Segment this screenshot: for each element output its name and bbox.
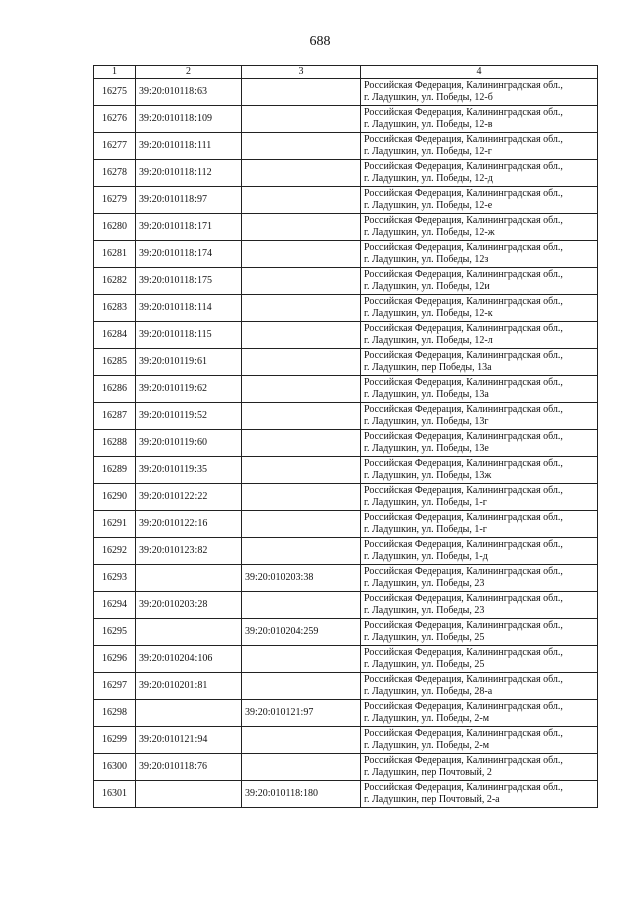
cadastral-number-col2: 39:20:010121:94: [136, 727, 242, 754]
cadastral-number-col3: 39:20:010118:180: [242, 781, 361, 808]
row-number: 16287: [94, 403, 136, 430]
address-line-1: Российская Федерация, Калининградская обл.,: [364, 647, 563, 658]
address-line-2: г. Ладушкин, ул. Победы, 12-ж: [364, 227, 495, 238]
address-line-2: г. Ладушкин, ул. Победы, 12и: [364, 281, 490, 292]
cadastral-number-col3: [242, 646, 361, 673]
table-row: [94, 727, 598, 754]
table-row: [94, 133, 598, 160]
address-line-1: Российская Федерация, Калининградская обл.,: [364, 134, 563, 145]
table-row: [94, 241, 598, 268]
address-cell: [361, 79, 598, 106]
cadastral-number-col2: [136, 565, 242, 592]
row-number: 16279: [94, 187, 136, 214]
cadastral-number-col2: 39:20:010118:175: [136, 268, 242, 295]
row-number: 16300: [94, 754, 136, 781]
address-line-1: Российская Федерация, Калининградская обл.,: [364, 296, 563, 307]
address-cell: [361, 160, 598, 187]
address-line-1: Российская Федерация, Калининградская обл.,: [364, 620, 563, 631]
address-line-1: Российская Федерация, Калининградская обл.,: [364, 539, 563, 550]
row-number: 16275: [94, 79, 136, 106]
cadastral-number-col2: 39:20:010119:61: [136, 349, 242, 376]
table-row: [94, 349, 598, 376]
cadastral-number-col3: [242, 268, 361, 295]
address-line-1: Российская Федерация, Калининградская обл.,: [364, 431, 563, 442]
row-number: 16293: [94, 565, 136, 592]
cadastral-number-col3: [242, 403, 361, 430]
address-line-2: г. Ладушкин, ул. Победы, 12з: [364, 254, 489, 265]
address-cell: [361, 106, 598, 133]
address-line-1: Российская Федерация, Калининградская обл.,: [364, 377, 563, 388]
address-cell: [361, 457, 598, 484]
column-header-4: 4: [361, 66, 598, 79]
row-number: 16285: [94, 349, 136, 376]
cadastral-number-col2: 39:20:010118:63: [136, 79, 242, 106]
cadastral-number-col2: 39:20:010118:174: [136, 241, 242, 268]
address-line-1: Российская Федерация, Калининградская обл.,: [364, 728, 563, 739]
table-row: [94, 187, 598, 214]
address-cell: [361, 376, 598, 403]
cadastral-number-col3: [242, 160, 361, 187]
row-number: 16278: [94, 160, 136, 187]
address-line-2: г. Ладушкин, ул. Победы, 12-к: [364, 308, 493, 319]
address-line-2: г. Ладушкин, ул. Победы, 25: [364, 632, 485, 643]
address-cell: [361, 295, 598, 322]
table-row: [94, 700, 598, 727]
cadastral-number-col3: [242, 457, 361, 484]
cadastral-number-col2: 39:20:010119:35: [136, 457, 242, 484]
cadastral-number-col2: 39:20:010118:112: [136, 160, 242, 187]
table-row: [94, 619, 598, 646]
row-number: 16292: [94, 538, 136, 565]
cadastral-number-col3: 39:20:010204:259: [242, 619, 361, 646]
cadastral-number-col3: [242, 673, 361, 700]
cadastral-number-col2: 39:20:010122:22: [136, 484, 242, 511]
cadastral-number-col3: [242, 106, 361, 133]
registry-table: [93, 65, 598, 808]
cadastral-number-col3: [242, 727, 361, 754]
table-row: [94, 268, 598, 295]
cadastral-number-col3: [242, 430, 361, 457]
row-number: 16290: [94, 484, 136, 511]
cadastral-number-col3: [242, 484, 361, 511]
address-line-2: г. Ладушкин, ул. Победы, 13ж: [364, 470, 492, 481]
address-line-2: г. Ладушкин, ул. Победы, 13г: [364, 416, 489, 427]
table-row: [94, 403, 598, 430]
table-row: [94, 376, 598, 403]
address-cell: [361, 268, 598, 295]
table-row: [94, 214, 598, 241]
address-line-2: г. Ладушкин, ул. Победы, 13е: [364, 443, 489, 454]
address-cell: [361, 241, 598, 268]
address-cell: [361, 673, 598, 700]
cadastral-number-col2: 39:20:010118:114: [136, 295, 242, 322]
address-line-2: г. Ладушкин, ул. Победы, 2-м: [364, 740, 490, 751]
row-number: 16284: [94, 322, 136, 349]
address-line-2: г. Ладушкин, пер Почтовый, 2: [364, 767, 492, 778]
cadastral-number-col3: [242, 295, 361, 322]
table-row: [94, 646, 598, 673]
cadastral-number-col2: 39:20:010119:60: [136, 430, 242, 457]
address-line-1: Российская Федерация, Калининградская обл.,: [364, 566, 563, 577]
address-line-1: Российская Федерация, Калининградская обл.,: [364, 215, 563, 226]
cadastral-number-col3: [242, 79, 361, 106]
address-line-1: Российская Федерация, Калининградская обл.,: [364, 512, 563, 523]
address-cell: [361, 214, 598, 241]
address-line-2: г. Ладушкин, ул. Победы, 12-е: [364, 200, 493, 211]
address-line-1: Российская Федерация, Калининградская обл.,: [364, 188, 563, 199]
address-cell: [361, 646, 598, 673]
address-line-1: Российская Федерация, Калининградская обл.,: [364, 404, 563, 415]
address-line-1: Российская Федерация, Калининградская обл.,: [364, 269, 563, 280]
table-row: [94, 592, 598, 619]
table-row: [94, 754, 598, 781]
table-row: [94, 457, 598, 484]
address-cell: [361, 700, 598, 727]
row-number: 16276: [94, 106, 136, 133]
table-row: [94, 322, 598, 349]
cadastral-number-col3: [242, 214, 361, 241]
address-line-2: г. Ладушкин, ул. Победы, 12-г: [364, 146, 492, 157]
cadastral-number-col2: 39:20:010118:111: [136, 133, 242, 160]
address-cell: [361, 781, 598, 808]
address-line-2: г. Ладушкин, ул. Победы, 1-г: [364, 497, 487, 508]
address-line-2: г. Ладушкин, пер Победы, 13а: [364, 362, 492, 373]
cadastral-number-col3: 39:20:010121:97: [242, 700, 361, 727]
address-line-2: г. Ладушкин, ул. Победы, 13а: [364, 389, 489, 400]
address-cell: [361, 403, 598, 430]
column-header-2: 2: [136, 66, 242, 79]
row-number: 16296: [94, 646, 136, 673]
table-row: [94, 538, 598, 565]
cadastral-number-col2: [136, 781, 242, 808]
address-cell: [361, 511, 598, 538]
cadastral-number-col2: 39:20:010119:62: [136, 376, 242, 403]
cadastral-number-col2: 39:20:010123:82: [136, 538, 242, 565]
cadastral-number-col2: 39:20:010118:109: [136, 106, 242, 133]
cadastral-number-col3: [242, 187, 361, 214]
cadastral-number-col2: 39:20:010118:115: [136, 322, 242, 349]
address-line-1: Российская Федерация, Калининградская обл.,: [364, 80, 563, 91]
cadastral-number-col2: 39:20:010203:28: [136, 592, 242, 619]
address-line-1: Российская Федерация, Калининградская обл.,: [364, 323, 563, 334]
address-line-1: Российская Федерация, Калининградская обл.,: [364, 161, 563, 172]
table-row: [94, 160, 598, 187]
row-number: 16291: [94, 511, 136, 538]
address-cell: [361, 133, 598, 160]
cadastral-number-col3: [242, 349, 361, 376]
cadastral-number-col3: [242, 592, 361, 619]
address-line-2: г. Ладушкин, ул. Победы, 25: [364, 659, 485, 670]
row-number: 16277: [94, 133, 136, 160]
row-number: 16295: [94, 619, 136, 646]
address-line-1: Российская Федерация, Калининградская обл.,: [364, 701, 563, 712]
table-row: [94, 295, 598, 322]
address-cell: [361, 754, 598, 781]
address-line-2: г. Ладушкин, ул. Победы, 12-л: [364, 335, 493, 346]
column-header-1: 1: [94, 66, 136, 79]
address-cell: [361, 349, 598, 376]
address-line-1: Российская Федерация, Калининградская обл.,: [364, 782, 563, 793]
row-number: 16301: [94, 781, 136, 808]
cadastral-number-col2: 39:20:010204:106: [136, 646, 242, 673]
address-line-2: г. Ладушкин, пер Почтовый, 2-а: [364, 794, 500, 805]
cadastral-number-col3: [242, 322, 361, 349]
row-number: 16282: [94, 268, 136, 295]
table-row: [94, 430, 598, 457]
table-row: [94, 511, 598, 538]
address-cell: [361, 187, 598, 214]
address-cell: [361, 565, 598, 592]
address-line-2: г. Ладушкин, ул. Победы, 12-б: [364, 92, 493, 103]
row-number: 16283: [94, 295, 136, 322]
column-header-3: 3: [242, 66, 361, 79]
row-number: 16298: [94, 700, 136, 727]
cadastral-number-col3: [242, 511, 361, 538]
cadastral-number-col2: [136, 700, 242, 727]
row-number: 16286: [94, 376, 136, 403]
cadastral-number-col2: 39:20:010201:81: [136, 673, 242, 700]
address-line-1: Российская Федерация, Калининградская обл.,: [364, 458, 563, 469]
address-line-2: г. Ладушкин, ул. Победы, 23: [364, 605, 485, 616]
address-line-2: г. Ладушкин, ул. Победы, 1-д: [364, 551, 488, 562]
cadastral-number-col2: 39:20:010118:171: [136, 214, 242, 241]
table-row: [94, 673, 598, 700]
row-number: 16299: [94, 727, 136, 754]
address-cell: [361, 484, 598, 511]
table-row: [94, 565, 598, 592]
cadastral-number-col3: [242, 376, 361, 403]
table-row: [94, 484, 598, 511]
row-number: 16297: [94, 673, 136, 700]
cadastral-number-col3: [242, 133, 361, 160]
row-number: 16281: [94, 241, 136, 268]
cadastral-number-col2: 39:20:010118:76: [136, 754, 242, 781]
page-number: 688: [309, 34, 331, 49]
address-line-2: г. Ладушкин, ул. Победы, 12-д: [364, 173, 493, 184]
row-number: 16294: [94, 592, 136, 619]
cadastral-number-col2: 39:20:010122:16: [136, 511, 242, 538]
address-line-1: Российская Федерация, Калининградская обл.,: [364, 485, 563, 496]
row-number: 16289: [94, 457, 136, 484]
cadastral-number-col2: 39:20:010118:97: [136, 187, 242, 214]
cadastral-number-col3: [242, 241, 361, 268]
row-number: 16288: [94, 430, 136, 457]
table-row: [94, 79, 598, 106]
cadastral-number-col3: [242, 538, 361, 565]
address-line-2: г. Ладушкин, ул. Победы, 1-г: [364, 524, 487, 535]
address-line-2: г. Ладушкин, ул. Победы, 2-м: [364, 713, 490, 724]
address-line-2: г. Ладушкин, ул. Победы, 23: [364, 578, 485, 589]
address-line-1: Российская Федерация, Калининградская обл.,: [364, 107, 563, 118]
address-line-1: Российская Федерация, Калининградская обл.,: [364, 593, 563, 604]
address-cell: [361, 538, 598, 565]
cadastral-number-col3: 39:20:010203:38: [242, 565, 361, 592]
table-row: [94, 106, 598, 133]
table-header-row: [94, 66, 598, 79]
cadastral-number-col2: 39:20:010119:52: [136, 403, 242, 430]
address-line-1: Российская Федерация, Калининградская обл.,: [364, 755, 563, 766]
address-line-2: г. Ладушкин, ул. Победы, 12-в: [364, 119, 493, 130]
address-line-1: Российская Федерация, Калининградская обл.,: [364, 350, 563, 361]
address-cell: [361, 430, 598, 457]
cadastral-number-col2: [136, 619, 242, 646]
row-number: 16280: [94, 214, 136, 241]
table-row: [94, 781, 598, 808]
address-cell: [361, 322, 598, 349]
address-cell: [361, 592, 598, 619]
address-line-2: г. Ладушкин, ул. Победы, 28-а: [364, 686, 493, 697]
cadastral-number-col3: [242, 754, 361, 781]
address-line-1: Российская Федерация, Калининградская обл.,: [364, 674, 563, 685]
address-line-1: Российская Федерация, Калининградская обл.,: [364, 242, 563, 253]
address-cell: [361, 727, 598, 754]
address-cell: [361, 619, 598, 646]
